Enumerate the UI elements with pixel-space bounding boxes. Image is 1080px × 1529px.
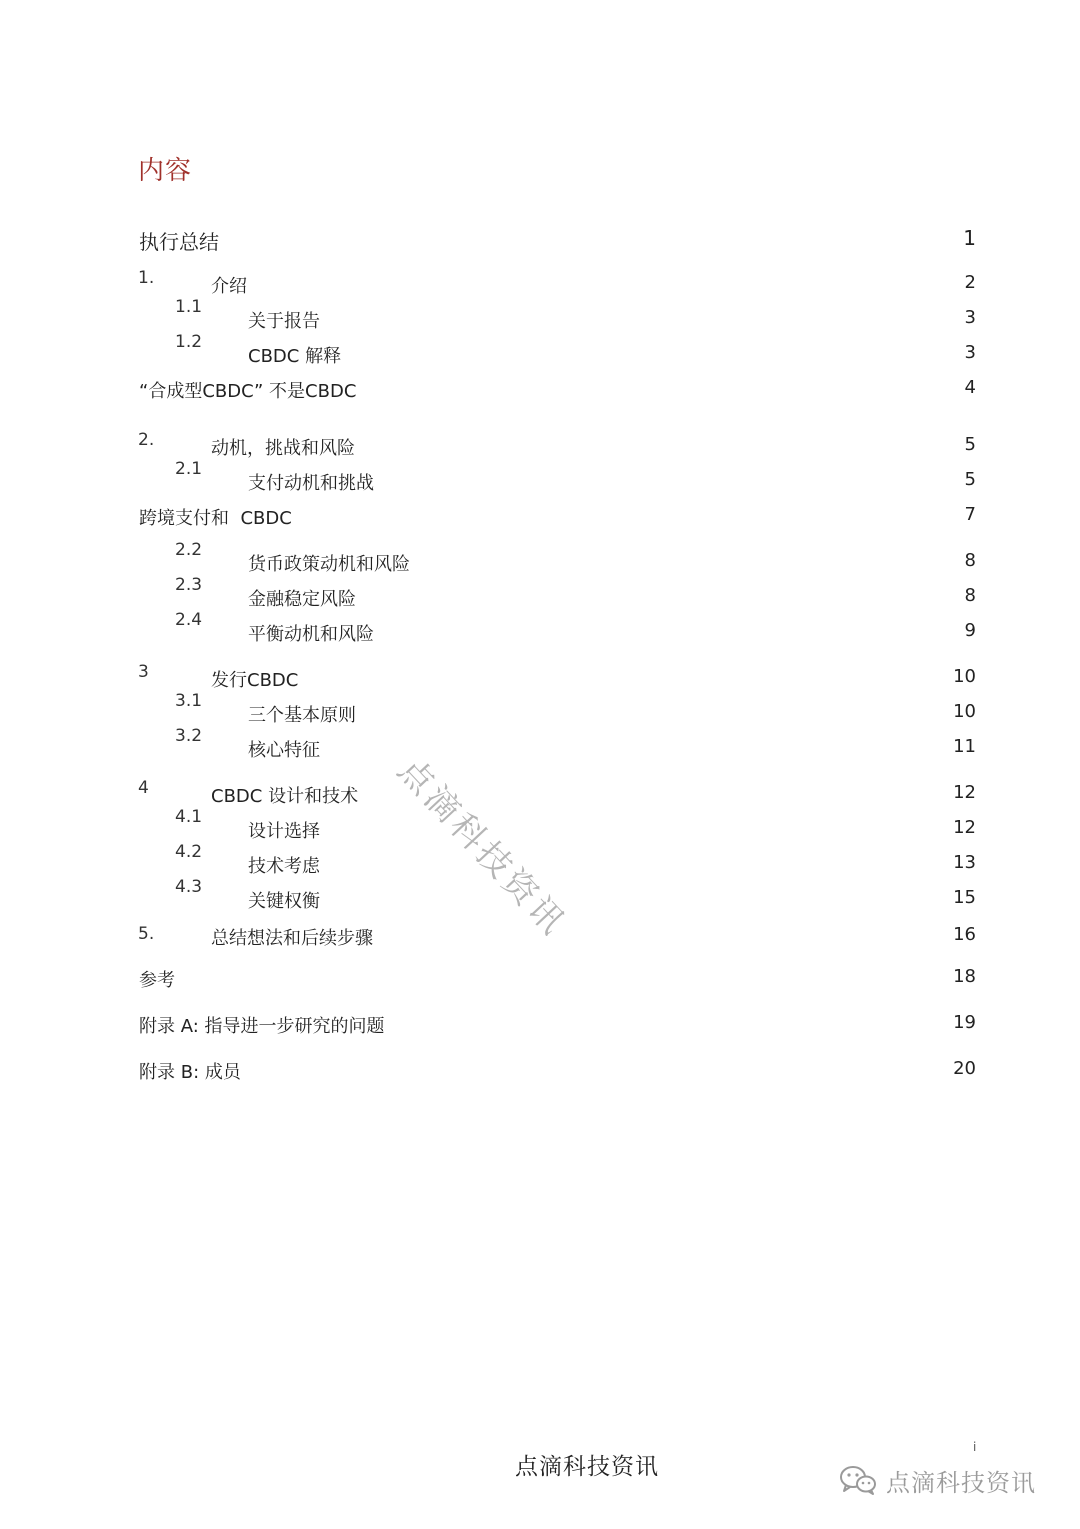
toc-entry-page: 1 — [963, 226, 976, 250]
toc-entry-text: 关键权衡 — [248, 891, 320, 912]
toc-entry-number: 4.2 — [175, 842, 203, 862]
toc-entry[interactable] — [0, 504, 1080, 534]
toc-entry-text: 货币政策动机和风险 — [248, 554, 410, 575]
toc-entry-page: 2 — [964, 272, 976, 293]
toc-entry-text: “合成型CBDC” 不是CBDC — [139, 381, 357, 402]
toc-entry-text: 发行CBDC — [211, 670, 299, 691]
toc-entry-number: 4.3 — [175, 877, 203, 897]
wechat-account-tag — [838, 1462, 1036, 1498]
toc-entry[interactable] — [0, 430, 1080, 464]
toc-entry[interactable] — [0, 1012, 1080, 1042]
toc-entry[interactable] — [0, 662, 1080, 696]
toc-entry-number: 1.2 — [175, 332, 203, 352]
toc-entry-page: 9 — [964, 620, 976, 641]
toc-entry-text: 设计选择 — [248, 821, 320, 842]
toc-entry[interactable] — [0, 610, 1080, 650]
toc-entry-number: 3.2 — [175, 726, 203, 746]
toc-entry-text: 动机，挑战和风险 — [211, 438, 355, 459]
toc-entry[interactable] — [0, 726, 1080, 766]
toc-entry[interactable] — [0, 575, 1080, 615]
toc-entry-number: 1. — [138, 268, 155, 288]
diagonal-watermark: 点滴科技资讯 — [389, 750, 575, 945]
toc-entry-text: 三个基本原则 — [248, 705, 356, 726]
toc-entry-text: 执行总结 — [139, 230, 219, 254]
toc-entry-text: 技术考虑 — [248, 856, 320, 877]
toc-entry-number: 4 — [138, 778, 149, 798]
toc-entry[interactable] — [0, 459, 1080, 499]
toc-entry-page: 11 — [953, 736, 976, 757]
toc-entry[interactable] — [0, 966, 1080, 996]
toc-entry-text: 附录 A: 指导进一步研究的问题 — [139, 1016, 385, 1037]
toc-entry-text: CBDC 解释 — [248, 346, 342, 367]
toc-entry[interactable] — [0, 540, 1080, 580]
toc-entry-number: 2.2 — [175, 540, 203, 560]
toc-entry-number: 3 — [138, 662, 149, 682]
toc-entry-number: 2.3 — [175, 575, 203, 595]
toc-entry-page: 20 — [953, 1058, 976, 1079]
toc-entry-page: 12 — [953, 782, 976, 803]
toc-entry-page: 8 — [964, 550, 976, 571]
toc-entry[interactable] — [0, 1058, 1080, 1088]
toc-entry-page: 18 — [953, 966, 976, 987]
toc-entry[interactable] — [0, 297, 1080, 337]
toc-entry[interactable] — [0, 778, 1080, 812]
toc-entry[interactable] — [0, 807, 1080, 847]
toc-entry-page: 13 — [953, 852, 976, 873]
toc-entry-page: 12 — [953, 817, 976, 838]
toc-entry-page: 8 — [964, 585, 976, 606]
footer-source-text: 点滴科技资讯 — [515, 1454, 659, 1480]
toc-entry-page: 7 — [964, 504, 976, 525]
toc-entry-text: 介绍 — [211, 276, 247, 297]
toc-entry-number: 4.1 — [175, 807, 203, 827]
toc-entry[interactable] — [0, 377, 1080, 407]
toc-entry-number: 2.1 — [175, 459, 203, 479]
toc-entry-number: 2. — [138, 430, 155, 450]
toc-entry-text: 核心特征 — [248, 740, 320, 761]
toc-entry-number: 3.1 — [175, 691, 203, 711]
wechat-account-name: 点滴科技资讯 — [886, 1468, 1036, 1497]
toc-entry-text: 总结想法和后续步骤 — [211, 928, 373, 949]
toc-entry-page: 19 — [953, 1012, 976, 1033]
toc-entry-page: 5 — [964, 434, 976, 455]
toc-entry-page: 10 — [953, 701, 976, 722]
toc-entry-page: 4 — [964, 377, 976, 398]
toc-entry-page: 5 — [964, 469, 976, 490]
toc-entry-text: CBDC 设计和技术 — [211, 786, 359, 807]
toc-entry-text: 附录 B: 成员 — [139, 1062, 241, 1083]
toc-entry[interactable] — [0, 691, 1080, 731]
toc-entry-page: 15 — [953, 887, 976, 908]
toc-entry-page: 3 — [964, 307, 976, 328]
toc-entry-text: 参考 — [139, 970, 175, 991]
toc-entry-text: 平衡动机和风险 — [248, 624, 374, 645]
toc-entry-text: 关于报告 — [248, 311, 320, 332]
toc-entry[interactable] — [0, 332, 1080, 372]
toc-entry-number: 2.4 — [175, 610, 203, 630]
toc-entry-text: 支付动机和挑战 — [248, 473, 374, 494]
page-number: i — [973, 1440, 977, 1454]
toc-entry[interactable] — [0, 268, 1080, 302]
toc-entry-number: 5. — [138, 924, 155, 944]
toc-entry-page: 3 — [964, 342, 976, 363]
toc-title: 内容 — [138, 156, 193, 186]
toc-entry-page: 10 — [953, 666, 976, 687]
toc-entry[interactable] — [0, 226, 1080, 256]
toc-entry-text: 金融稳定风险 — [248, 589, 356, 610]
toc-entry-text: 跨境支付和 CBDC — [139, 508, 292, 529]
wechat-icon — [838, 1464, 878, 1496]
toc-entry-number: 1.1 — [175, 297, 203, 317]
toc-entry-page: 16 — [953, 924, 976, 945]
